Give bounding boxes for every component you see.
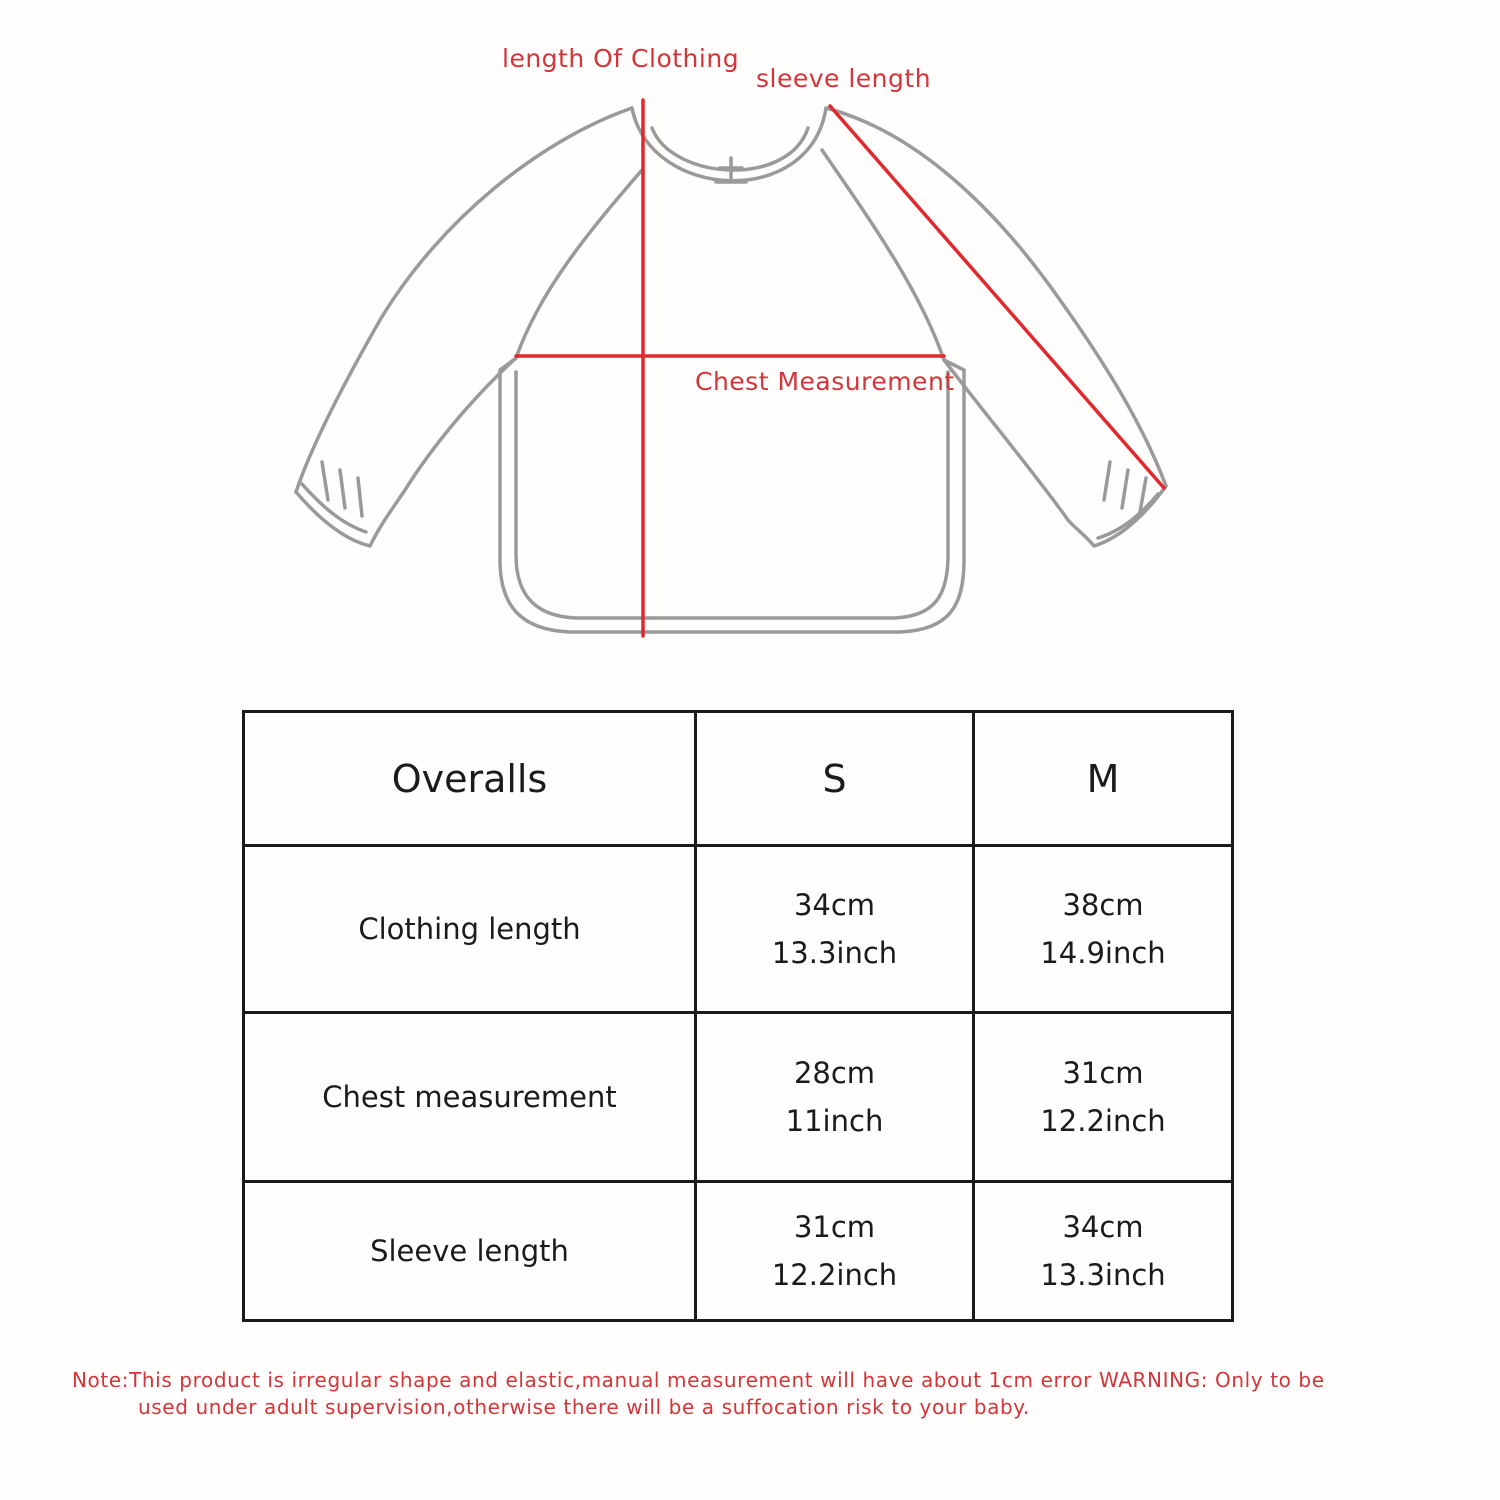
- bib-trim: [516, 372, 948, 618]
- cm-value: 31cm: [1062, 1056, 1144, 1090]
- row-label: Chest measurement: [244, 1013, 696, 1182]
- note-line-2: used under adult supervision,otherwise there will be a suffocation risk to your baby.: [138, 1395, 1030, 1419]
- cell-s: [696, 846, 974, 1013]
- left-raglan-seam: [516, 170, 642, 358]
- inch-value: 12.2inch: [1040, 1104, 1166, 1138]
- cell-s: [696, 1182, 974, 1321]
- table-header-row: [244, 712, 1233, 846]
- sleeve-length-line: [830, 106, 1164, 488]
- garment-diagram: [0, 0, 1500, 660]
- left-cuff: [296, 490, 405, 546]
- row-label: Sleeve length: [244, 1182, 696, 1321]
- inch-value: 14.9inch: [1040, 936, 1166, 970]
- table-row-clothing-length: [244, 846, 1233, 1013]
- header-size-m: M: [974, 712, 1233, 846]
- table-row-chest-measurement: [244, 1013, 1233, 1182]
- cell-s: [696, 1013, 974, 1182]
- right-cuff-gathers: [1104, 462, 1146, 512]
- inch-value: 12.2inch: [771, 1258, 898, 1292]
- header-size-s: S: [696, 712, 974, 846]
- inch-value: 11inch: [785, 1104, 884, 1138]
- cell-m: [974, 846, 1233, 1013]
- clothing-length-label: length Of Clothing: [502, 44, 740, 73]
- size-chart-table: [242, 710, 1234, 1322]
- right-raglan-seam: [822, 150, 944, 360]
- note-line-1: Note:This product is irregular shape and elastic,manual measurement will have about 1cm error WARNING: Only to be: [72, 1368, 1325, 1392]
- cm-value: 34cm: [793, 888, 876, 922]
- cm-value: 31cm: [793, 1210, 876, 1244]
- inch-value: 13.3inch: [1040, 1258, 1166, 1292]
- cell-m: [974, 1182, 1233, 1321]
- warning-note: [72, 1367, 1472, 1421]
- table-row-sleeve-length: [244, 1182, 1233, 1321]
- right-cuff: [1068, 486, 1166, 546]
- cell-m: [974, 1013, 1233, 1182]
- bib-body: [500, 358, 964, 632]
- row-label: Clothing length: [244, 846, 696, 1013]
- sleeve-length-label: sleeve length: [756, 64, 932, 93]
- header-overalls: Overalls: [244, 712, 696, 846]
- cm-value: 28cm: [793, 1056, 876, 1090]
- chest-measurement-label: Chest Measurement: [695, 367, 955, 396]
- cm-value: 34cm: [1062, 1210, 1144, 1244]
- left-sleeve-outer: [296, 108, 632, 492]
- inch-value: 13.3inch: [771, 936, 898, 970]
- cm-value: 38cm: [1062, 888, 1144, 922]
- right-cuff-band: [1098, 494, 1158, 538]
